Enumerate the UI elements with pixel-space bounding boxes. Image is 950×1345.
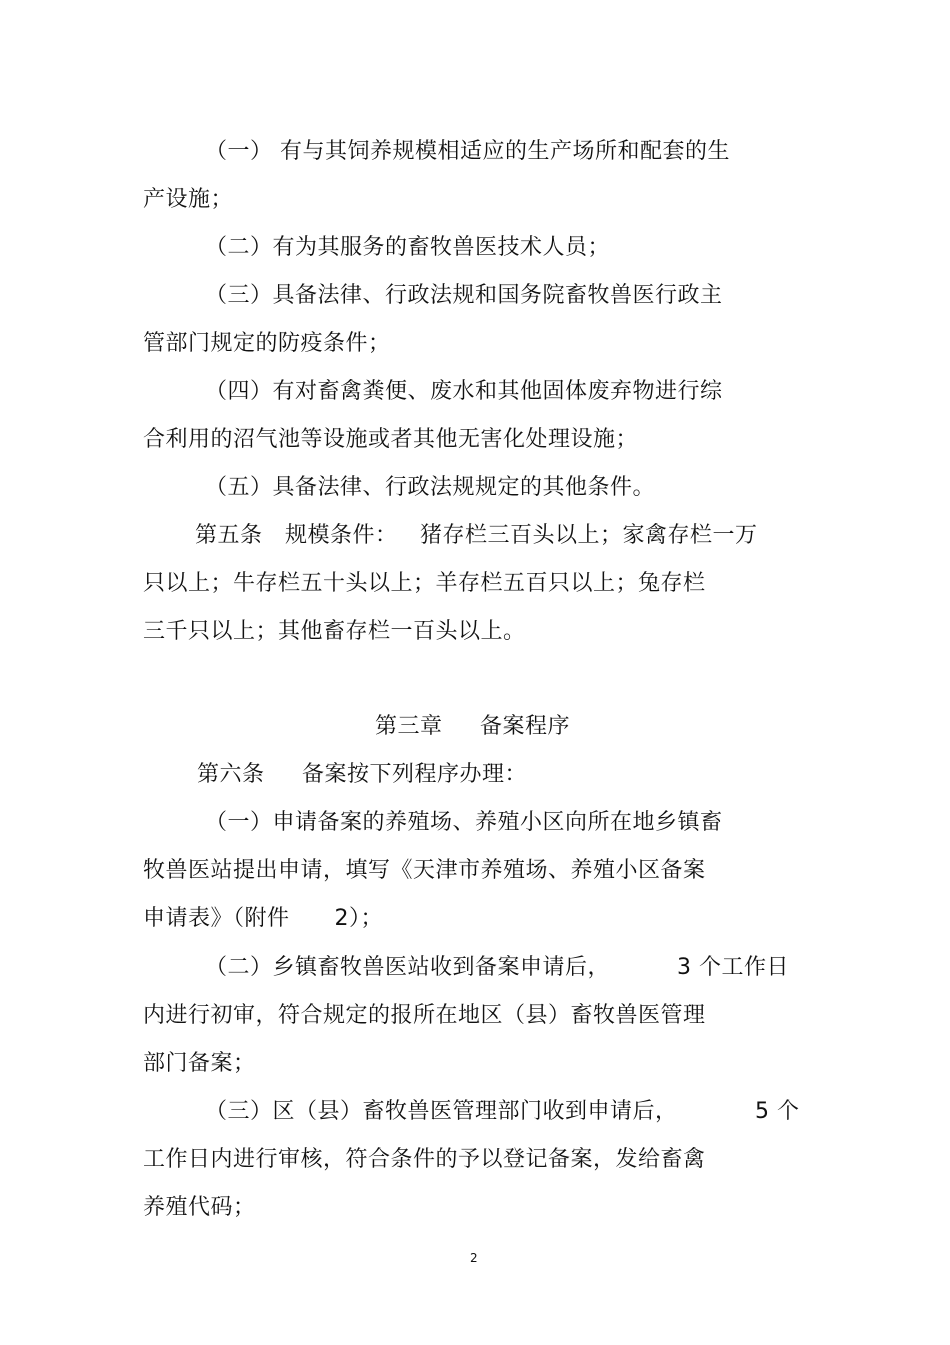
item-4-line-1: （四）有对畜禽粪便、废水和其他固体废弃物进行综 — [205, 379, 723, 404]
item-3-line-1: （三）具备法律、行政法规和国务院畜牧兽医行政主 — [205, 283, 723, 308]
article-6-item-3-line-2: 工作日内进行审核，符合条件的予以登记备案，发给畜禽 — [143, 1147, 706, 1172]
item-3-line-2: 管部门规定的防疫条件； — [143, 331, 391, 356]
article-6-item-3-line-1: （三）区（县）畜牧兽医管理部门收到申请后， — [205, 1099, 678, 1124]
article-6-item-1-line-3: 申请表》（附件 2）； — [143, 906, 383, 931]
chapter-3-heading: 第三章 备案程序 — [375, 714, 570, 739]
article-6-item-1-line-2: 牧兽医站提出申请，填写《天津市养殖场、养殖小区备案 — [143, 858, 706, 883]
item-5-line-1: （五）具备法律、行政法规规定的其他条件。 — [205, 475, 656, 500]
article-6-item-3-line-3: 养殖代码； — [143, 1195, 256, 1220]
article-6-item-3-line-1-end: 5 个 — [755, 1099, 800, 1124]
article-6-line-1: 第六条 备案按下列程序办理： — [197, 762, 527, 787]
article-6-item-2-line-3: 部门备案； — [143, 1051, 256, 1076]
article-6-item-1-line-1: （一）申请备案的养殖场、养殖小区向所在地乡镇畜 — [205, 810, 723, 835]
item-1-line-2: 产设施； — [143, 187, 234, 212]
item-1-line-1: （一） 有与其饲养规模相适应的生产场所和配套的生 — [205, 139, 730, 164]
article-6-item-2-line-2: 内进行初审，符合规定的报所在地区（县）畜牧兽医管理 — [143, 1003, 706, 1028]
article-5-line-3: 三千只以上；其他畜存栏一百头以上。 — [143, 619, 526, 644]
article-5-line-2: 只以上；牛存栏五十头以上；羊存栏五百只以上；兔存栏 — [143, 571, 706, 596]
article-6-item-2-line-1-end: 3 个工作日 — [677, 955, 789, 980]
item-4-line-2: 合利用的沼气池等设施或者其他无害化处理设施； — [143, 427, 639, 452]
item-2-line-1: （二）有为其服务的畜牧兽医技术人员； — [205, 235, 611, 260]
page-number: 2 — [470, 1251, 478, 1265]
article-5-line-1: 第五条 规模条件： 猪存栏三百头以上；家禽存栏一万 — [195, 523, 758, 548]
article-6-item-2-line-1: （二）乡镇畜牧兽医站收到备案申请后， — [205, 955, 611, 980]
